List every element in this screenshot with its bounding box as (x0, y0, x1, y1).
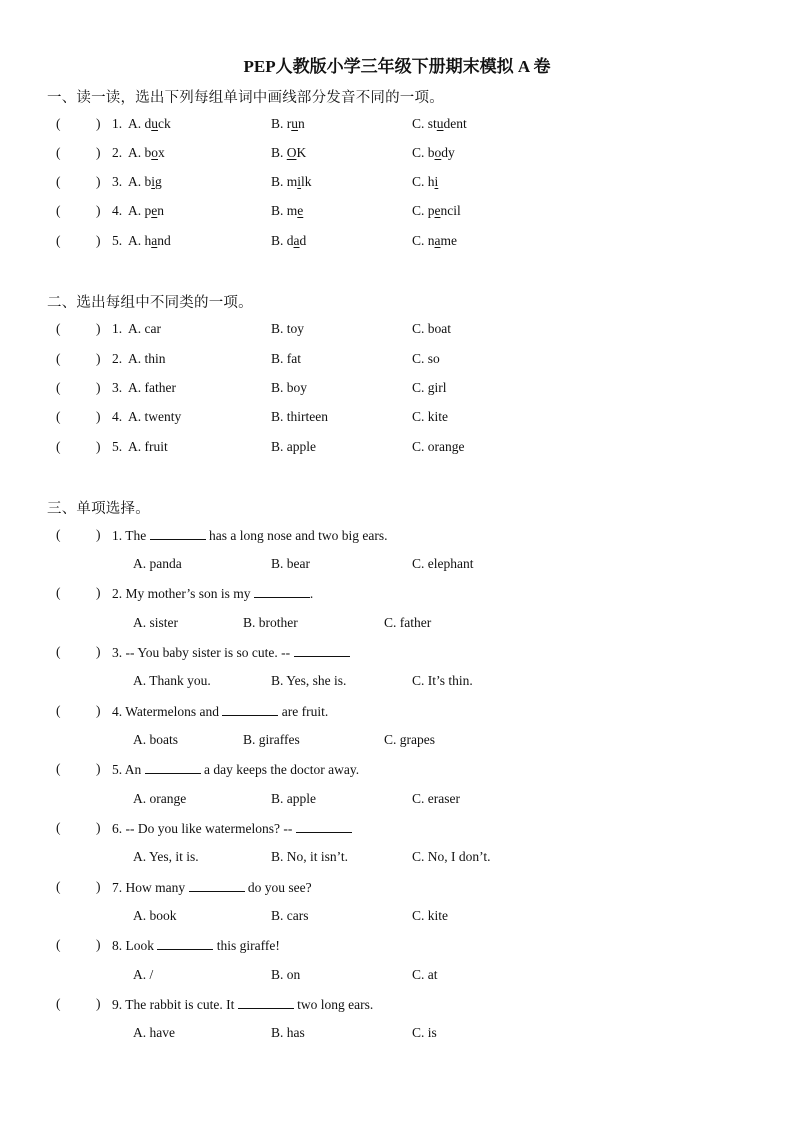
option-suffix: dent (443, 116, 467, 131)
option-b[interactable] (271, 145, 306, 161)
bracket-open: ( (56, 820, 61, 835)
underlined-letters: a (151, 233, 158, 248)
fill-blank[interactable] (238, 996, 294, 1009)
option-suffix: n (157, 203, 164, 218)
answer-bracket[interactable] (56, 879, 101, 895)
question-text (112, 644, 350, 661)
option-c[interactable]: C. No, I don’t. (412, 849, 491, 864)
question-text-before: 3. -- You baby sister is so cute. -- (112, 645, 294, 660)
question-text-before: 9. The rabbit is cute. It (112, 997, 238, 1012)
question-row (0, 644, 794, 666)
option-suffix: x (158, 145, 165, 160)
question-text-after: a day keeps the doctor away. (200, 762, 360, 777)
option-c[interactable]: C. orange (412, 439, 465, 454)
bracket-close: ) (96, 996, 101, 1011)
question-number: 4. (112, 409, 123, 424)
bracket-open: ( (56, 879, 61, 894)
question-number: 2. (112, 145, 123, 160)
option-b[interactable]: B. giraffes (243, 732, 300, 747)
option-b[interactable]: B. thirteen (271, 409, 328, 424)
options-row (0, 967, 794, 989)
question-text-before: 5. An (112, 762, 145, 777)
bracket-open: ( (56, 233, 61, 248)
option-b[interactable]: B. on (271, 967, 301, 982)
question-text (112, 585, 313, 602)
option-b[interactable] (271, 116, 305, 132)
bracket-close: ) (96, 380, 101, 395)
option-b[interactable]: B. Yes, she is. (271, 673, 347, 688)
option-c[interactable]: C. girl (412, 380, 447, 395)
option-c[interactable]: C. elephant (412, 556, 474, 571)
option-prefix: C. h (412, 174, 435, 189)
option-suffix: ncil (440, 203, 461, 218)
underlined-letters: u (436, 116, 444, 131)
answer-bracket[interactable] (56, 233, 101, 249)
section2-heading: 二、选出每组中不同类的一项。 (47, 295, 253, 311)
answer-bracket[interactable] (56, 585, 101, 601)
option-a[interactable]: A. / (133, 967, 154, 982)
bracket-close: ) (96, 409, 101, 424)
option-prefix: C. n (412, 233, 435, 248)
answer-bracket[interactable] (56, 820, 101, 836)
answer-bracket[interactable] (56, 439, 101, 455)
underlined-letters: i (434, 174, 439, 189)
option-b[interactable]: B. apple (271, 791, 316, 806)
option-prefix: C. st (412, 116, 437, 131)
option-suffix: n (298, 116, 305, 131)
section3-heading: 三、单项选择。 (47, 501, 150, 517)
option-a[interactable]: A. car (128, 321, 161, 336)
option-c[interactable] (412, 233, 457, 249)
question-text-after: are fruit. (278, 704, 329, 719)
question-text-before: 6. -- Do you like watermelons? -- (112, 821, 296, 836)
option-c[interactable] (412, 203, 461, 219)
options-row (0, 791, 794, 813)
question-text (112, 937, 280, 954)
bracket-close: ) (96, 937, 101, 952)
option-c[interactable]: C. at (412, 967, 438, 982)
bracket-open: ( (56, 409, 61, 424)
option-c[interactable] (412, 145, 455, 161)
option-suffix: lk (301, 174, 312, 189)
bracket-open: ( (56, 351, 61, 366)
bracket-close: ) (96, 644, 101, 659)
option-prefix: A. b (128, 145, 152, 160)
option-b[interactable]: B. toy (271, 321, 305, 336)
option-c[interactable]: C. kite (412, 409, 448, 424)
option-a[interactable]: A. sister (133, 615, 178, 630)
option-prefix: C. b (412, 145, 435, 160)
underlined-letters: a (293, 233, 300, 248)
option-a[interactable]: A. father (128, 380, 176, 395)
underlined-letters: e (297, 203, 304, 218)
option-a[interactable]: A. have (133, 1025, 175, 1040)
question-number: 4. (112, 203, 123, 218)
option-c[interactable]: C. is (412, 1025, 437, 1040)
option-prefix: A. h (128, 233, 152, 248)
answer-bracket[interactable] (56, 174, 101, 190)
option-c[interactable]: C. eraser (412, 791, 460, 806)
option-prefix: B. m (271, 203, 298, 218)
bracket-close: ) (96, 527, 101, 542)
option-b[interactable]: B. brother (243, 615, 298, 630)
bracket-open: ( (56, 203, 61, 218)
option-b[interactable]: B. No, it isn’t. (271, 849, 349, 864)
option-a[interactable]: A. twenty (128, 409, 182, 424)
bracket-close: ) (96, 761, 101, 776)
option-suffix: K (296, 145, 307, 160)
question-row (0, 820, 794, 842)
answer-bracket[interactable] (56, 527, 101, 543)
underlined-letters: o (434, 145, 442, 160)
option-prefix: A. d (128, 116, 152, 131)
options-row (0, 908, 794, 930)
question-number: 3. (112, 174, 123, 189)
option-prefix: B. d (271, 233, 294, 248)
options-row (0, 615, 794, 637)
question-text (112, 703, 328, 720)
option-b[interactable] (271, 174, 312, 190)
bracket-close: ) (96, 351, 101, 366)
bracket-close: ) (96, 174, 101, 189)
option-a[interactable] (128, 233, 171, 249)
option-suffix: ck (158, 116, 171, 131)
option-a[interactable]: A. orange (133, 791, 187, 806)
question-number: 5. (112, 439, 123, 454)
question-text-after: . (309, 586, 314, 601)
answer-bracket[interactable] (56, 761, 101, 777)
option-b[interactable]: B. boy (271, 380, 308, 395)
question-text-before: 8. Look (112, 938, 158, 953)
option-b[interactable]: B. cars (271, 908, 309, 923)
fill-blank[interactable] (145, 761, 201, 774)
fill-blank[interactable] (157, 937, 213, 950)
question-text-before: 2. My mother’s son is my (112, 586, 254, 601)
question-row (0, 585, 794, 607)
option-b[interactable] (271, 233, 306, 249)
fill-blank[interactable] (294, 644, 350, 657)
answer-bracket[interactable] (56, 145, 101, 161)
fill-blank[interactable] (222, 703, 278, 716)
bracket-open: ( (56, 116, 61, 131)
underlined-letters: i (151, 174, 156, 189)
answer-bracket[interactable] (56, 116, 101, 132)
bracket-close: ) (96, 145, 101, 160)
options-row (0, 849, 794, 871)
option-prefix: B. m (271, 174, 298, 189)
option-suffix: nd (157, 233, 171, 248)
question-text-before: 1. The (112, 528, 150, 543)
question-row (0, 703, 794, 725)
bracket-close: ) (96, 203, 101, 218)
question-row (0, 937, 794, 959)
underlined-letters: e (434, 203, 441, 218)
question-row (0, 380, 794, 402)
question-row (0, 409, 794, 431)
bracket-open: ( (56, 145, 61, 160)
answer-bracket[interactable] (56, 996, 101, 1012)
option-a[interactable] (128, 116, 171, 132)
option-a[interactable]: A. Thank you. (133, 673, 211, 688)
option-a[interactable] (128, 203, 164, 219)
question-text-after: has a long nose and two big ears. (205, 528, 388, 543)
option-prefix: A. b (128, 174, 152, 189)
question-text-after: do you see? (244, 880, 312, 895)
bracket-open: ( (56, 585, 61, 600)
underlined-letters: u (151, 116, 158, 131)
bracket-close: ) (96, 116, 101, 131)
option-c[interactable]: C. boat (412, 321, 451, 336)
option-c[interactable]: C. so (412, 351, 440, 366)
bracket-open: ( (56, 380, 61, 395)
answer-bracket[interactable] (56, 409, 101, 425)
fill-blank[interactable] (150, 527, 206, 540)
question-row (0, 996, 794, 1018)
option-prefix: C. p (412, 203, 435, 218)
question-number: 2. (112, 351, 123, 366)
question-text-before: 4. Watermelons and (112, 704, 223, 719)
option-c[interactable] (412, 174, 438, 190)
question-row (0, 174, 794, 196)
question-row (0, 145, 794, 167)
question-row (0, 321, 794, 343)
bracket-open: ( (56, 703, 61, 718)
option-a[interactable]: A. Yes, it is. (133, 849, 199, 864)
question-row (0, 233, 794, 255)
option-c[interactable] (412, 116, 467, 132)
option-c[interactable]: C. grapes (384, 732, 435, 747)
option-a[interactable] (128, 145, 165, 161)
fill-blank[interactable] (254, 585, 310, 598)
option-prefix: B. (271, 145, 287, 160)
answer-bracket[interactable] (56, 321, 101, 337)
question-text (112, 820, 352, 837)
question-row (0, 439, 794, 461)
option-c[interactable]: C. It’s thin. (412, 673, 473, 688)
option-a[interactable]: A. fruit (128, 439, 168, 454)
question-text-after: this giraffe! (213, 938, 280, 953)
question-number: 1. (112, 321, 123, 336)
bracket-open: ( (56, 644, 61, 659)
answer-bracket[interactable] (56, 703, 101, 719)
bracket-close: ) (96, 233, 101, 248)
question-row (0, 527, 794, 549)
answer-bracket[interactable] (56, 203, 101, 219)
option-b[interactable]: B. apple (271, 439, 316, 454)
options-row (0, 556, 794, 578)
underlined-letters: O (286, 145, 297, 160)
question-number: 3. (112, 380, 123, 395)
question-row (0, 761, 794, 783)
question-row (0, 351, 794, 373)
option-prefix: A. p (128, 203, 152, 218)
underlined-letters: o (151, 145, 158, 160)
bracket-open: ( (56, 439, 61, 454)
option-a[interactable]: A. book (133, 908, 177, 923)
question-text-after: two long ears. (293, 997, 374, 1012)
bracket-open: ( (56, 527, 61, 542)
bracket-open: ( (56, 321, 61, 336)
option-suffix: g (155, 174, 162, 189)
underlined-letters: a (434, 233, 441, 248)
bracket-open: ( (56, 174, 61, 189)
bracket-close: ) (96, 703, 101, 718)
question-text (112, 527, 387, 544)
fill-blank[interactable] (296, 820, 352, 833)
option-b[interactable]: B. fat (271, 351, 301, 366)
question-text (112, 761, 359, 778)
option-suffix: d (299, 233, 307, 248)
option-a[interactable]: A. panda (133, 556, 182, 571)
question-number: 1. (112, 116, 123, 131)
option-a[interactable]: A. boats (133, 732, 178, 747)
option-c[interactable]: C. father (384, 615, 432, 630)
options-row (0, 673, 794, 695)
question-row (0, 879, 794, 901)
underlined-letters: u (291, 116, 298, 131)
question-row (0, 116, 794, 138)
option-c[interactable]: C. kite (412, 908, 448, 923)
bracket-close: ) (96, 439, 101, 454)
section1-heading: 一、读一读，选出下列每组单词中画线部分发音不同的一项。 (47, 90, 444, 106)
answer-bracket[interactable] (56, 380, 101, 396)
page-title: PEP人教版小学三年级下册期末模拟 A 卷 (243, 57, 551, 76)
option-suffix: dy (441, 145, 455, 160)
option-a[interactable] (128, 174, 162, 190)
bracket-open: ( (56, 996, 61, 1011)
options-row (0, 732, 794, 754)
option-a[interactable]: A. thin (128, 351, 166, 366)
option-suffix: me (440, 233, 458, 248)
answer-bracket[interactable] (56, 351, 101, 367)
options-row (0, 1025, 794, 1047)
underlined-letters: e (151, 203, 158, 218)
bracket-close: ) (96, 879, 101, 894)
bracket-open: ( (56, 937, 61, 952)
question-row (0, 203, 794, 225)
question-number: 5. (112, 233, 123, 248)
answer-bracket[interactable] (56, 644, 101, 660)
option-prefix: B. r (271, 116, 292, 131)
underlined-letters: i (297, 174, 302, 189)
fill-blank[interactable] (189, 879, 245, 892)
question-text (112, 879, 312, 896)
answer-bracket[interactable] (56, 937, 101, 953)
bracket-close: ) (96, 585, 101, 600)
bracket-close: ) (96, 321, 101, 336)
option-b[interactable] (271, 203, 303, 219)
option-b[interactable]: B. bear (271, 556, 310, 571)
question-text-before: 7. How many (112, 880, 189, 895)
option-b[interactable]: B. has (271, 1025, 305, 1040)
bracket-open: ( (56, 761, 61, 776)
bracket-close: ) (96, 820, 101, 835)
question-text (112, 996, 373, 1013)
